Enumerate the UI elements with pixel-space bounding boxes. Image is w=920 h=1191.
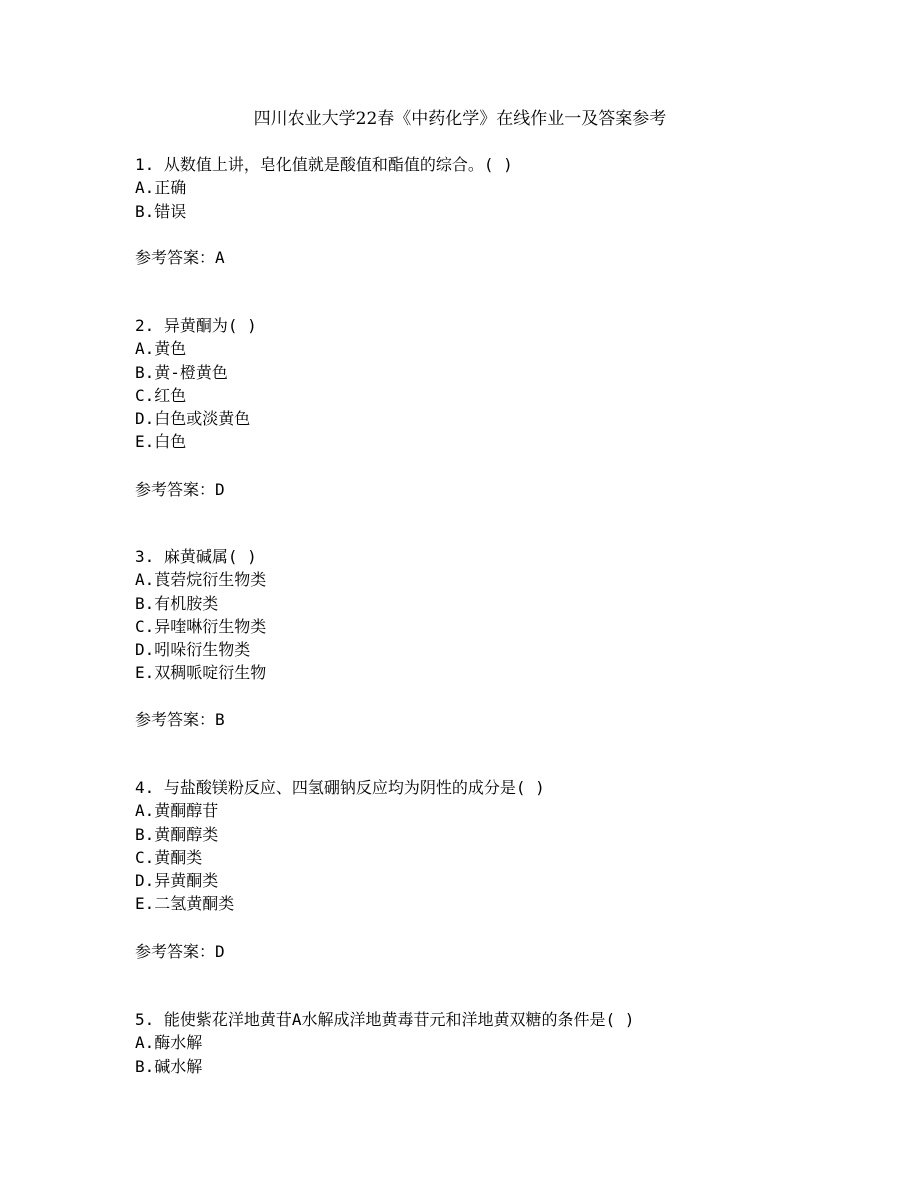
question-2: [135, 314, 895, 454]
question-4: [135, 776, 895, 916]
option-d: D.白色或淡黄色: [135, 409, 251, 429]
option-b: B.黄-橙黄色: [135, 362, 228, 382]
question-stem: 5. 能使紫花洋地黄苷A水解成洋地黄毒苷元和洋地黄双糖的条件是( ): [135, 1010, 635, 1029]
question-stem: 3. 麻黄碱属( ): [135, 547, 257, 566]
option-b: B.有机胺类: [135, 593, 219, 613]
option-d: D.吲哚衍生物类: [135, 640, 251, 660]
option-a: A.黄色: [135, 339, 187, 359]
option-e: E.白色: [135, 432, 187, 452]
option-e: E.双稠哌啶衍生物: [135, 663, 267, 683]
option-a: A.酶水解: [135, 1033, 203, 1053]
question-stem: 4. 与盐酸镁粉反应、四氢硼钠反应均为阴性的成分是( ): [135, 778, 545, 797]
answer-1: 参考答案：A: [135, 248, 225, 267]
answer-3: 参考答案：B: [135, 710, 225, 729]
question-stem: 2. 异黄酮为( ): [135, 316, 257, 335]
option-b: B.错误: [135, 201, 187, 221]
option-d: D.异黄酮类: [135, 871, 219, 891]
option-a: A.正确: [135, 178, 187, 198]
answer-2: 参考答案：D: [135, 480, 225, 499]
option-c: C.黄酮类: [135, 847, 203, 867]
answer-4: 参考答案：D: [135, 942, 225, 961]
question-3: [135, 545, 895, 685]
question-stem: 1. 从数值上讲，皂化值就是酸值和酯值的综合。( ): [135, 155, 513, 174]
option-e: E.二氢黄酮类: [135, 894, 235, 914]
option-a: A.黄酮醇苷: [135, 801, 219, 821]
question-1: [135, 153, 895, 223]
option-b: B.黄酮醇类: [135, 824, 219, 844]
document-title: 四川农业大学22春《中药化学》在线作业一及答案参考: [253, 109, 667, 129]
option-c: C.红色: [135, 385, 187, 405]
option-a: A.莨菪烷衍生物类: [135, 570, 267, 590]
question-5: [135, 1008, 895, 1078]
option-c: C.异喹啉衍生物类: [135, 616, 267, 636]
option-b: B.碱水解: [135, 1056, 203, 1076]
